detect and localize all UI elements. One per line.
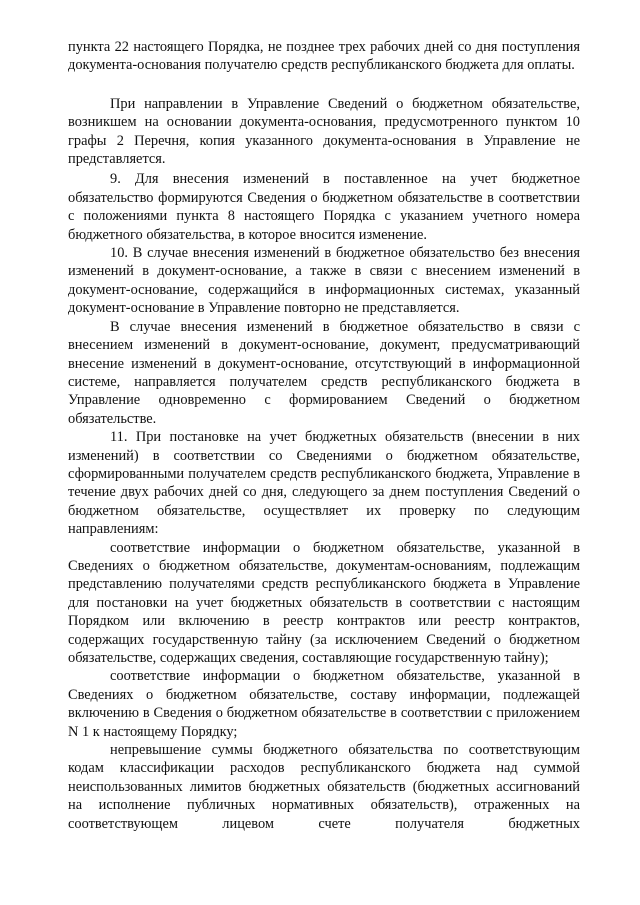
paragraph-item-10: 10. В случае внесения изменений в бюджетное обязательство без внесения изменений в документ-основание, а также в связи с внесением изменений в документ-основание, содержащийся в информационных системах, указанный документ-основание в Управление повторно не представляется. <box>68 245 580 317</box>
paragraph-changes-document: В случае внесения изменений в бюджетное обязательство в связи с внесением изменений в документ-основание, документ, предусматривающий внесение изменений в документ-основание, отсутствующий в информационной системе, направляется получателем средств республиканского бюджета в Управление одновременно с формированием Сведений о бюджетном обязательстве. <box>68 318 580 427</box>
document-page <box>68 38 580 833</box>
paragraph-item-11: 11. При постановке на учет бюджетных обязательств (внесении в них изменений) в соответствии со Сведениями о бюджетном обязательстве, сформированными получателем средств республиканского бюджета, Управление в течение двух рабочих дней со дня, следующего за днем поступления Сведений о бюджетном обязательстве, осуществляет их проверку по следующим направлениям: <box>68 429 580 538</box>
paragraph-copy-not-submitted: При направлении в Управление Сведений о бюджетном обязательстве, возникшем на основании документа-основания, предусмотренного пунктом 10 графы 2 Перечня, копия указанного документа-основания в Управление не представляется. <box>68 95 580 168</box>
paragraph-item-9: 9. Для внесения изменений в поставленное на учет бюджетное обязательство формируются Сведения о бюджетном обязательстве в соответствии с положениями пункта 8 настоящего Порядка с указанием учетного номера бюджетного обязательства, в которое вносится изменение. <box>68 171 580 243</box>
paragraph-continuation: пункта 22 настоящего Порядка, не позднее трех рабочих дней со дня поступления документа-основания получателю средств республиканского бюджета для оплаты. <box>68 39 580 74</box>
paragraph-check-compliance-documents: соответствие информации о бюджетном обязательстве, указанной в Сведениях о бюджетном обязательстве, документам-основаниям, подлежащим представлению получателями средств республиканского бюджета в Управление для постановки на учет бюджетных обязательств в соответствии с настоящим Порядком или включению в реестр контрактов или реестр контрактов, содержащих государственную тайну (за исключением Сведений о бюджетном обязательстве, содержащих сведения, составляющие государственную тайну); <box>68 539 580 666</box>
paragraph-check-limits: непревышение суммы бюджетного обязательства по соответствующим кодам классификации расходов республиканского бюджета над суммой неиспользованных лимитов бюджетных обязательств (бюджетных ассигнований на исполнение публичных нормативных обязательств), отраженных на соответствующем лицевом счете получателя бюджетных <box>68 742 580 832</box>
paragraph-check-compliance-composition: соответствие информации о бюджетном обязательстве, указанной в Сведениях о бюджетном обязательстве, составу информации, подлежащей включению в Сведения о бюджетном обязательстве в соответствии с приложением N 1 к настоящему Порядку; <box>68 668 580 740</box>
